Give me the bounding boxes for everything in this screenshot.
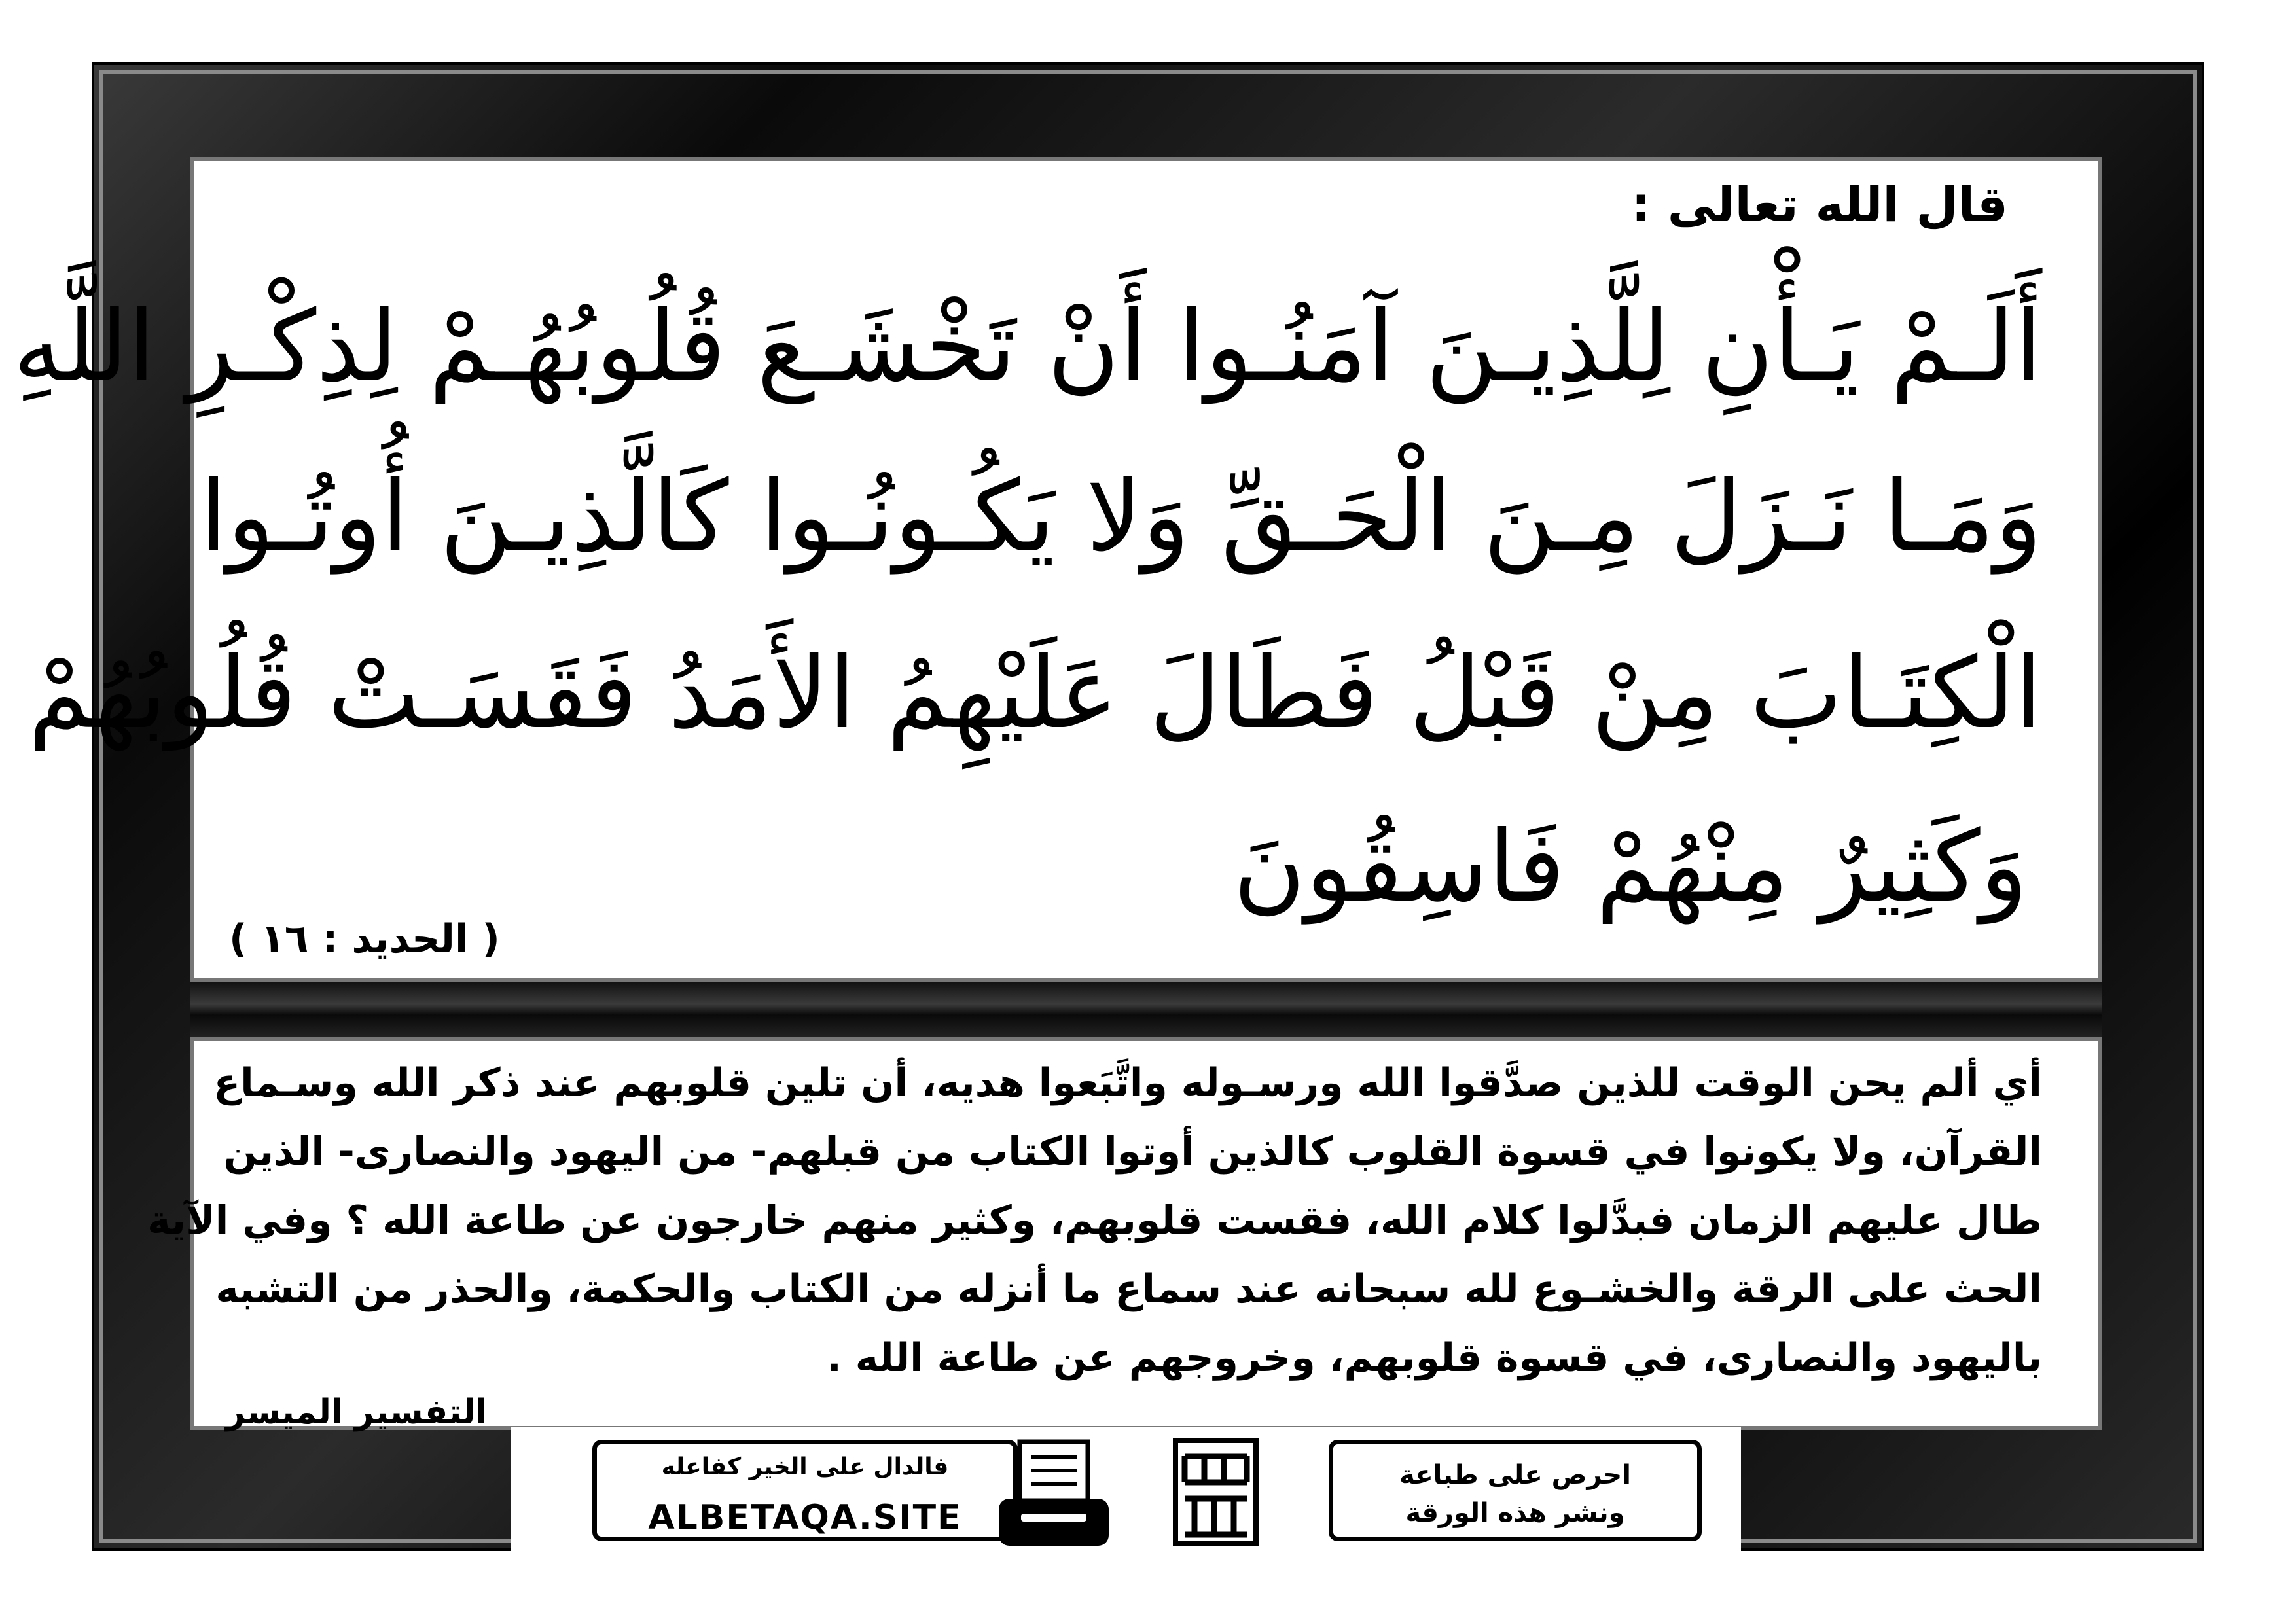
print-reminder-box: [1329, 1440, 1702, 1541]
tafsir-line-5: باليهود والنصارى، في قسوة قلوبهم، وخروجهم عن طاعة الله .: [827, 1335, 2042, 1381]
verse-intro: قال الله تعالى :: [1631, 177, 2008, 233]
verse-line-1: أَلَـمْ يَـأْنِ لِلَّذِيـنَ آمَنُـوا أَنْ تَخْشَـعَ قُلُوبُهُـمْ لِذِكْـرِ اللَّهِ: [12, 290, 2042, 404]
verse-line-3: الْكِتَـابَ مِنْ قَبْلُ فَطَالَ عَلَيْهِمُ الأَمَدُ فَقَسَـتْ قُلُوبُهُمْ: [28, 637, 2042, 751]
tafsir-line-2: القرآن، ولا يكونوا في قسوة القلوب كالذين أوتوا الكتاب من قبلهم- من اليهود والنصارى- الذين: [223, 1129, 2042, 1175]
printer-icon: [995, 1436, 1113, 1551]
footer-slogan: فالدال على الخير كفاعله: [661, 1454, 949, 1480]
tafsir-line-3: طال عليهم الزمان فبدَّلوا كلام الله، فقست قلوبهم، وكثير منهم خارجون عن طاعة الله ؟ وفي الآية: [147, 1198, 2042, 1243]
print-reminder-line-2: ونشر هذه الورقة: [1405, 1498, 1625, 1528]
print-reminder-line-1: احرص على طباعة: [1399, 1460, 1631, 1490]
verse-line-4: وَكَثِيرٌ مِنْهُمْ فَاسِقُونَ: [1233, 810, 2028, 924]
website-box: [592, 1440, 1018, 1541]
daawa-logo: [1172, 1436, 1260, 1548]
website-link[interactable]: ALBETAQA.SITE: [648, 1498, 962, 1537]
tafsir-line-4: الحث على الرقة والخشـوع لله سبحانه عند سماع ما أنزله من الكتاب والحكمة، والحذر من التشبه: [215, 1266, 2042, 1312]
tafsir-line-1: أي ألم يحن الوقت للذين صدَّقوا الله ورسـوله واتَّبَعوا هديه، أن تلين قلوبهم عند ذكر الله وسـماع: [213, 1060, 2042, 1106]
tafsir-source: التفسير الميسر: [226, 1393, 488, 1432]
panel-divider: [190, 982, 2102, 1037]
verse-line-2: وَمَـا نَـزَلَ مِـنَ الْحَـقِّ وَلا يَكُـونُـوا كَالَّذِيـنَ أُوتُـوا: [200, 460, 2042, 574]
verse-reference: ( الحديد : ١٦ ): [229, 916, 500, 962]
